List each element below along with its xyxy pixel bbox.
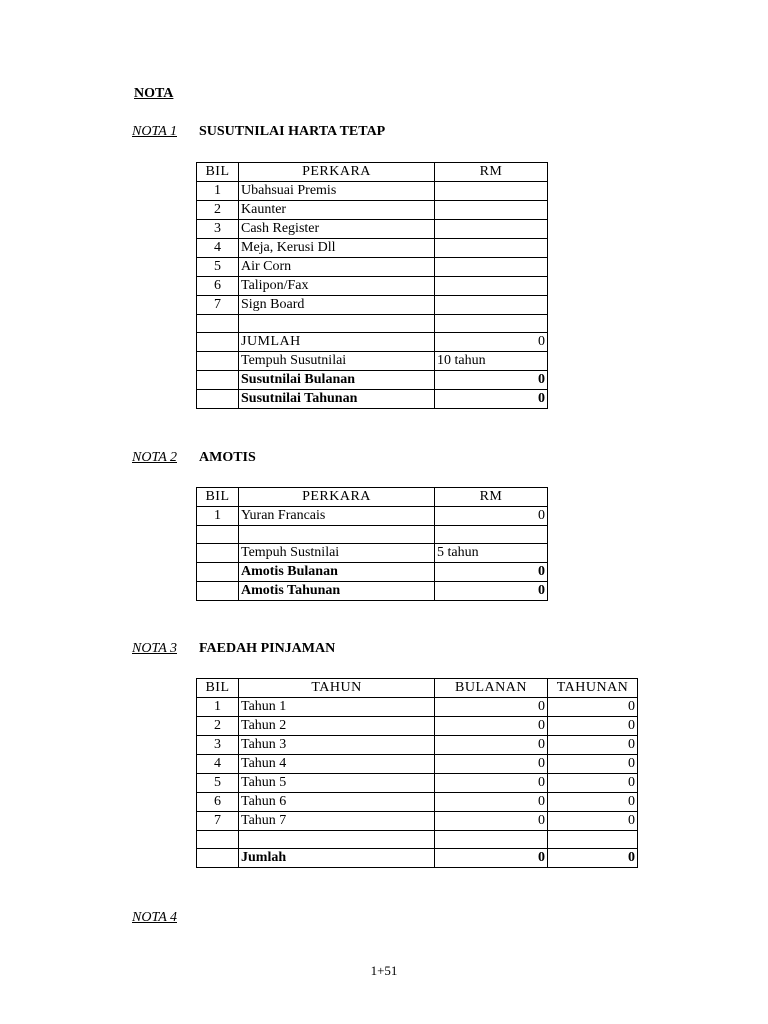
cell-bil: 6 [197,277,239,296]
cell-tahun: Tahun 1 [239,698,435,717]
nota-2-title: AMOTIS [199,450,256,465]
cell-tahun: Tahun 4 [239,755,435,774]
nota-3-title: FAEDAH PINJAMAN [199,641,336,656]
table-row [197,793,638,812]
cell-tahunan: 0 [548,736,638,755]
cell-tahunan: 0 [548,812,638,831]
cell-tempuh-label: Tempuh Susutnilai [239,352,435,371]
cell-perkara: Meja, Kerusi Dll [239,239,435,258]
cell-tahun: Tahun 2 [239,717,435,736]
cell-bil: 4 [197,755,239,774]
header-tahun: TAHUN [239,679,435,698]
cell-empty [239,831,435,849]
cell-bil: 5 [197,258,239,277]
cell-bil: 1 [197,698,239,717]
cell-rm [435,258,548,277]
table-header-row [197,679,638,698]
cell-bil: 3 [197,220,239,239]
cell-tahunan-label: Susutnilai Tahunan [239,390,435,409]
cell-bil: 4 [197,239,239,258]
cell-rm [435,296,548,315]
table-row [197,774,638,793]
cell-empty [197,582,239,601]
table-row [197,239,548,258]
nota-3-table [196,678,638,868]
cell-bil: 1 [197,182,239,201]
cell-tahun: Tahun 7 [239,812,435,831]
table-row-tahunan [197,390,548,409]
cell-bil: 7 [197,296,239,315]
cell-empty [239,315,435,333]
cell-empty [197,315,239,333]
cell-rm [435,277,548,296]
cell-tahun: Tahun 3 [239,736,435,755]
cell-tahunan-label: Amotis Tahunan [239,582,435,601]
table-row [197,698,638,717]
cell-empty [197,390,239,409]
cell-perkara: Talipon/Fax [239,277,435,296]
header-bil: BIL [197,163,239,182]
nota-3-label: NOTA 3 [132,641,177,656]
cell-perkara: Ubahsuai Premis [239,182,435,201]
table-row-empty [197,831,638,849]
cell-jumlah-label: JUMLAH [239,333,435,352]
cell-empty [435,831,548,849]
cell-perkara: Cash Register [239,220,435,239]
cell-bulanan-value: 0 [435,563,548,582]
nota-2-table [196,487,548,601]
cell-perkara: Air Corn [239,258,435,277]
cell-bil: 2 [197,201,239,220]
cell-rm: 0 [435,507,548,526]
page-number: 1+51 [370,963,398,978]
cell-bulanan: 0 [435,755,548,774]
cell-rm [435,182,548,201]
cell-rm [435,220,548,239]
table-row-jumlah [197,333,548,352]
cell-tempuh-value: 5 tahun [435,544,548,563]
nota-1-title: SUSUTNILAI HARTA TETAP [199,124,386,139]
cell-tahunan: 0 [548,755,638,774]
cell-empty [197,352,239,371]
cell-tahunan: 0 [548,698,638,717]
header-bulanan: BULANAN [435,679,548,698]
cell-jumlah-tahunan: 0 [548,849,638,868]
cell-bulanan-label: Susutnilai Bulanan [239,371,435,390]
cell-bil: 5 [197,774,239,793]
table-row-empty [197,526,548,544]
table-row [197,812,638,831]
table-row [197,258,548,277]
cell-jumlah-label: Jumlah [239,849,435,868]
table-header-row [197,488,548,507]
cell-perkara: Kaunter [239,201,435,220]
cell-empty [197,849,239,868]
table-row-tahunan [197,582,548,601]
cell-tempuh-value: 10 tahun [435,352,548,371]
cell-empty [435,526,548,544]
cell-empty [197,544,239,563]
header-perkara: PERKARA [239,488,435,507]
header-bil: BIL [197,679,239,698]
cell-bulanan: 0 [435,717,548,736]
cell-tahunan-value: 0 [435,582,548,601]
cell-jumlah-value: 0 [435,333,548,352]
cell-bil: 6 [197,793,239,812]
cell-tahunan: 0 [548,717,638,736]
cell-tahunan: 0 [548,793,638,812]
cell-empty [435,315,548,333]
table-row [197,182,548,201]
cell-rm [435,239,548,258]
table-row-jumlah [197,849,638,868]
table-row [197,296,548,315]
table-row-bulanan [197,371,548,390]
cell-bil: 2 [197,717,239,736]
cell-empty [239,526,435,544]
table-row [197,507,548,526]
cell-tahun: Tahun 6 [239,793,435,812]
cell-empty [197,333,239,352]
cell-bulanan-label: Amotis Bulanan [239,563,435,582]
cell-tempuh-label: Tempuh Sustnilai [239,544,435,563]
cell-bulanan-value: 0 [435,371,548,390]
table-row-tempuh [197,544,548,563]
cell-bil: 1 [197,507,239,526]
table-row [197,755,638,774]
header-rm: RM [435,488,548,507]
cell-bil: 3 [197,736,239,755]
header-perkara: PERKARA [239,163,435,182]
table-row-tempuh [197,352,548,371]
table-header-row [197,163,548,182]
cell-empty [548,831,638,849]
cell-bulanan: 0 [435,774,548,793]
table-row [197,736,638,755]
cell-empty [197,526,239,544]
cell-empty [197,563,239,582]
cell-tahun: Tahun 5 [239,774,435,793]
cell-perkara: Yuran Francais [239,507,435,526]
cell-bulanan: 0 [435,736,548,755]
cell-bulanan: 0 [435,812,548,831]
nota-2-label: NOTA 2 [132,450,177,465]
cell-empty [197,831,239,849]
nota-1-table [196,162,548,409]
cell-jumlah-bulanan: 0 [435,849,548,868]
header-tahunan: TAHUNAN [548,679,638,698]
cell-perkara: Sign Board [239,296,435,315]
table-row-bulanan [197,563,548,582]
cell-tahunan-value: 0 [435,390,548,409]
cell-bulanan: 0 [435,793,548,812]
table-row-empty [197,315,548,333]
cell-rm [435,201,548,220]
header-bil: BIL [197,488,239,507]
table-row [197,201,548,220]
page-heading: NOTA [134,86,174,101]
cell-empty [197,371,239,390]
nota-1-label: NOTA 1 [132,124,177,139]
cell-bil: 7 [197,812,239,831]
nota-4-label: NOTA 4 [132,910,177,925]
table-row [197,220,548,239]
table-row [197,717,638,736]
header-rm: RM [435,163,548,182]
cell-bulanan: 0 [435,698,548,717]
cell-tahunan: 0 [548,774,638,793]
table-row [197,277,548,296]
